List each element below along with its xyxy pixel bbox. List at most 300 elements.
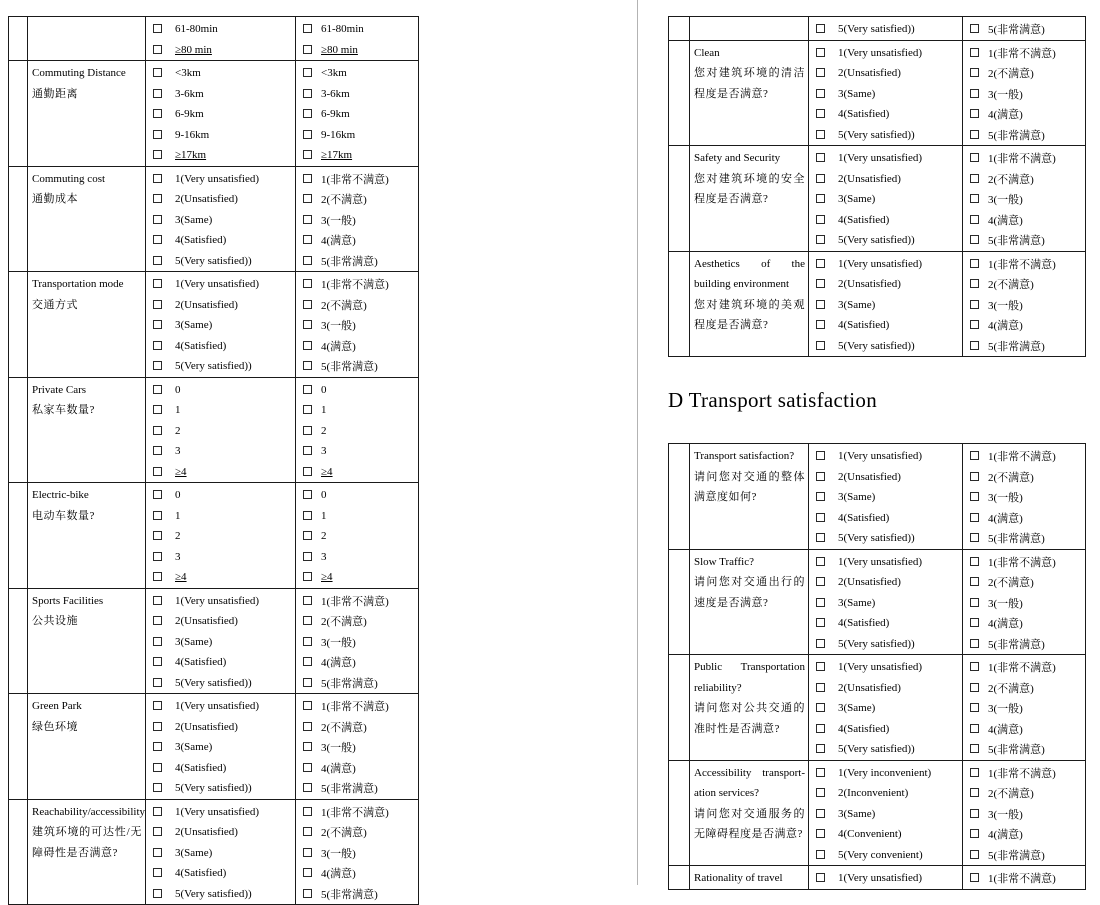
checkbox-icon bbox=[816, 829, 825, 838]
checkbox-icon bbox=[303, 279, 312, 288]
checkbox-icon bbox=[303, 68, 312, 77]
option-row bbox=[963, 43, 1085, 64]
option-label: 5(非常满意) bbox=[988, 741, 1045, 757]
option-row bbox=[296, 462, 418, 483]
row-index-cell bbox=[9, 167, 28, 272]
option-label: 1(非常不满意) bbox=[321, 276, 389, 292]
option-row bbox=[963, 148, 1085, 169]
option-label: 1(Very unsatisfied) bbox=[838, 556, 922, 568]
checkbox-icon bbox=[970, 724, 979, 733]
option-label: 1(非常不满意) bbox=[321, 698, 389, 714]
option-row bbox=[146, 652, 295, 673]
option-row bbox=[146, 567, 295, 588]
options-cell-chinese bbox=[963, 444, 1086, 549]
option-label: 2(不满意) bbox=[321, 719, 367, 735]
option-label: 3(一般) bbox=[321, 212, 356, 228]
checkbox-icon bbox=[153, 150, 162, 159]
checkbox-icon bbox=[970, 557, 979, 566]
checkbox-icon bbox=[153, 848, 162, 857]
option-row bbox=[963, 274, 1085, 295]
row-index-cell bbox=[669, 146, 690, 251]
checkbox-icon bbox=[816, 492, 825, 501]
option-label: 3(Same) bbox=[175, 636, 212, 648]
option-row bbox=[809, 446, 962, 467]
row-index-cell bbox=[669, 41, 690, 146]
option-label: 2(Unsatisfied) bbox=[838, 576, 901, 588]
option-row bbox=[963, 698, 1085, 719]
option-label: 1(Very unsatisfied) bbox=[175, 806, 259, 818]
options-cell-chinese bbox=[963, 41, 1086, 146]
option-row bbox=[146, 336, 295, 357]
checkbox-icon bbox=[303, 868, 312, 877]
checkbox-icon bbox=[970, 109, 979, 118]
options-cell-chinese bbox=[296, 589, 419, 694]
option-row bbox=[146, 526, 295, 547]
checkbox-icon bbox=[970, 788, 979, 797]
option-label: 1(非常不满意) bbox=[988, 659, 1056, 675]
option-row bbox=[809, 763, 962, 784]
checkbox-icon bbox=[970, 809, 979, 818]
table-row bbox=[669, 41, 1086, 147]
checkbox-icon bbox=[970, 492, 979, 501]
option-label: 3 bbox=[321, 445, 327, 457]
checkbox-icon bbox=[816, 48, 825, 57]
option-row bbox=[146, 737, 295, 758]
options-cell-chinese bbox=[296, 61, 419, 166]
option-label: 5(Very satisfied)) bbox=[838, 234, 915, 246]
checkbox-icon bbox=[153, 722, 162, 731]
option-row bbox=[146, 778, 295, 799]
option-label: 4(满意) bbox=[988, 212, 1023, 228]
option-row bbox=[146, 400, 295, 421]
row-index-cell bbox=[9, 694, 28, 799]
option-label: 3(一般) bbox=[988, 191, 1023, 207]
option-row bbox=[963, 295, 1085, 316]
transport-satisfaction-table bbox=[668, 443, 1086, 890]
row-label-en: Public Transportation reliability? bbox=[694, 657, 805, 698]
checkbox-icon bbox=[303, 174, 312, 183]
option-row bbox=[809, 84, 962, 105]
option-row bbox=[296, 356, 418, 377]
checkbox-icon bbox=[153, 531, 162, 540]
option-label: 2(Unsatisfied) bbox=[838, 67, 901, 79]
checkbox-icon bbox=[970, 873, 979, 882]
option-row bbox=[963, 230, 1085, 251]
option-row bbox=[963, 783, 1085, 804]
option-row bbox=[296, 63, 418, 84]
checkbox-icon bbox=[153, 701, 162, 710]
option-row bbox=[296, 611, 418, 632]
checkbox-icon bbox=[970, 259, 979, 268]
row-label-cell bbox=[690, 146, 809, 251]
option-label: 5(非常满意) bbox=[321, 886, 378, 902]
row-label-cell bbox=[28, 61, 146, 166]
option-row bbox=[296, 485, 418, 506]
option-label: 6-9km bbox=[321, 108, 350, 120]
option-row bbox=[809, 148, 962, 169]
option-label: 2 bbox=[175, 530, 181, 542]
option-row bbox=[146, 547, 295, 568]
options-cell-english bbox=[146, 61, 296, 166]
option-row bbox=[809, 43, 962, 64]
row-label-en: Electric-bike bbox=[32, 485, 142, 506]
options-cell-english bbox=[146, 378, 296, 483]
option-label: 5(非常满意) bbox=[321, 675, 378, 691]
option-label: 1(Very unsatisfied) bbox=[175, 173, 259, 185]
option-label: 4(满意) bbox=[988, 615, 1023, 631]
options-cell-chinese bbox=[296, 483, 419, 588]
option-row bbox=[146, 884, 295, 905]
options-cell-chinese bbox=[963, 655, 1086, 760]
option-label: 4(满意) bbox=[321, 760, 356, 776]
page-divider bbox=[637, 0, 638, 885]
option-label: 3(Same) bbox=[175, 319, 212, 331]
checkbox-icon bbox=[970, 744, 979, 753]
option-row bbox=[146, 145, 295, 166]
row-label-zh: 您对建筑环境的美观程度是否满意? bbox=[694, 295, 805, 336]
table-row bbox=[669, 866, 1086, 890]
option-row bbox=[146, 315, 295, 336]
option-row bbox=[809, 295, 962, 316]
checkbox-icon bbox=[816, 557, 825, 566]
options-cell-english bbox=[809, 444, 963, 549]
row-label-en: Commuting Distance bbox=[32, 63, 142, 84]
row-label-en: Private Cars bbox=[32, 380, 142, 401]
checkbox-icon bbox=[970, 577, 979, 586]
option-row bbox=[296, 547, 418, 568]
option-row bbox=[809, 824, 962, 845]
checkbox-icon bbox=[153, 235, 162, 244]
option-label: 4(Satisfied) bbox=[175, 867, 226, 879]
options-cell-english bbox=[809, 146, 963, 251]
row-label-zh: 电动车数量? bbox=[32, 506, 142, 527]
option-row bbox=[146, 802, 295, 823]
option-row bbox=[809, 508, 962, 529]
options-cell-english bbox=[809, 17, 963, 40]
option-row bbox=[963, 508, 1085, 529]
options-cell-english bbox=[146, 167, 296, 272]
option-label: 2(Unsatisfied) bbox=[838, 173, 901, 185]
checkbox-icon bbox=[153, 361, 162, 370]
row-label-cell bbox=[28, 800, 146, 905]
options-cell-chinese bbox=[963, 252, 1086, 357]
option-label: 9-16km bbox=[321, 129, 355, 141]
page-left bbox=[8, 16, 419, 905]
checkbox-icon bbox=[816, 279, 825, 288]
option-label: 3(一般) bbox=[321, 634, 356, 650]
option-label: 4(Satisfied) bbox=[175, 234, 226, 246]
option-label: 5(非常满意) bbox=[988, 530, 1045, 546]
option-label: 3(Same) bbox=[175, 741, 212, 753]
checkbox-icon bbox=[153, 385, 162, 394]
row-label-cell bbox=[28, 167, 146, 272]
option-row bbox=[963, 446, 1085, 467]
option-row bbox=[146, 673, 295, 694]
checkbox-icon bbox=[303, 889, 312, 898]
checkbox-icon bbox=[303, 511, 312, 520]
option-label: 1(Very unsatisfied) bbox=[838, 258, 922, 270]
option-label: 5(Very satisfied)) bbox=[838, 638, 915, 650]
checkbox-icon bbox=[303, 320, 312, 329]
row-label-cell bbox=[690, 444, 809, 549]
checkbox-icon bbox=[970, 235, 979, 244]
row-label-en: Rationality of travel bbox=[694, 868, 805, 889]
option-row bbox=[146, 19, 295, 40]
option-row bbox=[809, 63, 962, 84]
option-row bbox=[296, 822, 418, 843]
option-label: 1(非常不满意) bbox=[988, 256, 1056, 272]
checkbox-icon bbox=[970, 320, 979, 329]
row-index-cell bbox=[669, 550, 690, 655]
checkbox-icon bbox=[153, 446, 162, 455]
options-cell-english bbox=[146, 17, 296, 60]
checkbox-icon bbox=[816, 89, 825, 98]
row-label-cell bbox=[28, 483, 146, 588]
option-label: ≥80 min bbox=[175, 44, 212, 56]
option-row bbox=[963, 868, 1085, 889]
option-row bbox=[296, 758, 418, 779]
option-row bbox=[146, 295, 295, 316]
option-row bbox=[296, 863, 418, 884]
option-row bbox=[296, 84, 418, 105]
option-row bbox=[296, 400, 418, 421]
option-label: 3(一般) bbox=[988, 806, 1023, 822]
option-row bbox=[809, 210, 962, 231]
options-cell-chinese bbox=[963, 17, 1086, 40]
commuting-questionnaire-table bbox=[8, 16, 419, 905]
checkbox-icon bbox=[303, 361, 312, 370]
option-row bbox=[296, 421, 418, 442]
checkbox-icon bbox=[153, 279, 162, 288]
option-label: 3(Same) bbox=[838, 808, 875, 820]
option-row bbox=[963, 634, 1085, 655]
option-row bbox=[809, 657, 962, 678]
checkbox-icon bbox=[970, 89, 979, 98]
checkbox-icon bbox=[816, 259, 825, 268]
option-label: 1(非常不满意) bbox=[988, 448, 1056, 464]
option-label: 3(一般) bbox=[988, 297, 1023, 313]
option-row bbox=[809, 634, 962, 655]
option-label: 2 bbox=[175, 425, 181, 437]
checkbox-icon bbox=[816, 724, 825, 733]
option-row bbox=[296, 40, 418, 61]
checkbox-icon bbox=[153, 678, 162, 687]
option-label: 2(Unsatisfied) bbox=[838, 682, 901, 694]
option-row bbox=[146, 611, 295, 632]
option-label: 3(一般) bbox=[988, 595, 1023, 611]
row-label-zh: 私家车数量? bbox=[32, 400, 142, 421]
option-label: 2(不满意) bbox=[321, 824, 367, 840]
option-row bbox=[963, 719, 1085, 740]
checkbox-icon bbox=[970, 130, 979, 139]
option-row bbox=[296, 336, 418, 357]
checkbox-icon bbox=[303, 596, 312, 605]
option-row bbox=[296, 189, 418, 210]
option-label: 2(Unsatisfied) bbox=[175, 193, 238, 205]
option-label: <3km bbox=[321, 67, 347, 79]
checkbox-icon bbox=[153, 552, 162, 561]
option-label: 1(Very unsatisfied) bbox=[838, 152, 922, 164]
checkbox-icon bbox=[970, 768, 979, 777]
option-label: 5(非常满意) bbox=[321, 358, 378, 374]
option-row bbox=[809, 678, 962, 699]
option-label: 4(Satisfied) bbox=[175, 340, 226, 352]
option-row bbox=[296, 380, 418, 401]
checkbox-icon bbox=[303, 446, 312, 455]
row-label-en: Reachability/accessibility bbox=[32, 802, 142, 823]
option-row bbox=[146, 591, 295, 612]
options-cell-chinese bbox=[296, 694, 419, 799]
option-label: 5(Very satisfied)) bbox=[838, 743, 915, 755]
option-label: 5(非常满意) bbox=[988, 127, 1045, 143]
checkbox-icon bbox=[303, 678, 312, 687]
option-label: 4(满意) bbox=[988, 106, 1023, 122]
option-label: 4(Satisfied) bbox=[838, 512, 889, 524]
checkbox-icon bbox=[153, 300, 162, 309]
checkbox-icon bbox=[153, 320, 162, 329]
option-row bbox=[963, 467, 1085, 488]
option-row bbox=[146, 696, 295, 717]
checkbox-icon bbox=[303, 807, 312, 816]
checkbox-icon bbox=[153, 572, 162, 581]
checkbox-icon bbox=[970, 279, 979, 288]
checkbox-icon bbox=[303, 426, 312, 435]
option-row bbox=[296, 591, 418, 612]
checkbox-icon bbox=[970, 341, 979, 350]
option-row bbox=[296, 778, 418, 799]
option-label: 0 bbox=[321, 489, 327, 501]
option-row bbox=[296, 717, 418, 738]
option-label: 2(不满意) bbox=[988, 469, 1034, 485]
option-row bbox=[809, 868, 962, 889]
table-row bbox=[669, 550, 1086, 656]
option-row bbox=[809, 230, 962, 251]
checkbox-icon bbox=[153, 174, 162, 183]
option-row bbox=[296, 526, 418, 547]
row-label-cell bbox=[690, 655, 809, 760]
checkbox-icon bbox=[303, 490, 312, 499]
option-label: 5(非常满意) bbox=[988, 232, 1045, 248]
row-label-en: Sports Facilities bbox=[32, 591, 142, 612]
row-index-cell bbox=[669, 444, 690, 549]
checkbox-icon bbox=[970, 662, 979, 671]
row-label-cell bbox=[28, 272, 146, 377]
option-label: ≥4 bbox=[175, 466, 187, 478]
row-index-cell bbox=[9, 800, 28, 905]
checkbox-icon bbox=[816, 873, 825, 882]
option-label: 4(满意) bbox=[321, 338, 356, 354]
option-label: 4(Satisfied) bbox=[838, 214, 889, 226]
row-label-cell bbox=[28, 694, 146, 799]
row-label-zh: 绿色环境 bbox=[32, 717, 142, 738]
option-label: 3(Same) bbox=[838, 597, 875, 609]
option-label: 3(Same) bbox=[838, 299, 875, 311]
row-label-cell bbox=[690, 550, 809, 655]
option-row bbox=[296, 274, 418, 295]
option-row bbox=[963, 804, 1085, 825]
option-label: 2(Inconvenient) bbox=[838, 787, 908, 799]
options-cell-chinese bbox=[296, 167, 419, 272]
checkbox-icon bbox=[153, 763, 162, 772]
row-label-zh: 您对建筑环境的清洁程度是否满意? bbox=[694, 63, 805, 104]
table-row bbox=[669, 444, 1086, 550]
checkbox-icon bbox=[153, 24, 162, 33]
option-row bbox=[809, 739, 962, 760]
table-row bbox=[669, 655, 1086, 761]
option-row bbox=[296, 884, 418, 905]
row-label-en: Transport satisfaction? bbox=[694, 446, 805, 467]
checkbox-icon bbox=[816, 215, 825, 224]
option-label: 5(Very satisfied)) bbox=[838, 532, 915, 544]
option-label: 5(Very satisfied)) bbox=[175, 677, 252, 689]
checkbox-icon bbox=[153, 616, 162, 625]
checkbox-icon bbox=[816, 153, 825, 162]
option-row bbox=[963, 657, 1085, 678]
option-label: 5(Very satisfied)) bbox=[838, 23, 915, 35]
option-label: ≥4 bbox=[321, 466, 333, 478]
checkbox-icon bbox=[153, 405, 162, 414]
option-label: 3 bbox=[175, 551, 181, 563]
option-label: 2(不满意) bbox=[988, 171, 1034, 187]
option-label: 4(满意) bbox=[321, 232, 356, 248]
option-row bbox=[146, 485, 295, 506]
option-row bbox=[296, 802, 418, 823]
row-index-cell bbox=[9, 272, 28, 377]
row-index-cell bbox=[9, 589, 28, 694]
checkbox-icon bbox=[970, 850, 979, 859]
option-row bbox=[809, 845, 962, 866]
row-index-cell bbox=[9, 17, 28, 60]
option-label: ≥80 min bbox=[321, 44, 358, 56]
option-row bbox=[296, 441, 418, 462]
checkbox-icon bbox=[153, 256, 162, 265]
option-label: 4(Satisfied) bbox=[838, 319, 889, 331]
option-row bbox=[146, 84, 295, 105]
options-cell-chinese bbox=[296, 17, 419, 60]
option-row bbox=[963, 528, 1085, 549]
option-label: 1(Very unsatisfied) bbox=[838, 661, 922, 673]
option-row bbox=[963, 739, 1085, 760]
option-row bbox=[146, 169, 295, 190]
option-label: 61-80min bbox=[321, 23, 364, 35]
options-cell-english bbox=[146, 589, 296, 694]
building-satisfaction-table bbox=[668, 16, 1086, 357]
options-cell-english bbox=[809, 550, 963, 655]
checkbox-icon bbox=[303, 531, 312, 540]
options-cell-english bbox=[809, 655, 963, 760]
section-heading: D Transport satisfaction bbox=[668, 387, 1086, 413]
checkbox-icon bbox=[303, 722, 312, 731]
options-cell-english bbox=[809, 252, 963, 357]
table-row bbox=[9, 378, 419, 484]
option-row bbox=[296, 251, 418, 272]
option-label: 4(满意) bbox=[321, 654, 356, 670]
options-cell-chinese bbox=[296, 800, 419, 905]
option-label: 1(Very unsatisfied) bbox=[838, 450, 922, 462]
option-label: ≥17km bbox=[321, 149, 352, 161]
checkbox-icon bbox=[153, 109, 162, 118]
option-row bbox=[146, 210, 295, 231]
row-label-zh: 您对建筑环境的安全程度是否满意? bbox=[694, 169, 805, 210]
option-label: 1(Very unsatisfied) bbox=[838, 47, 922, 59]
option-row bbox=[963, 336, 1085, 357]
table-row bbox=[9, 17, 419, 61]
checkbox-icon bbox=[816, 683, 825, 692]
option-row bbox=[296, 169, 418, 190]
checkbox-icon bbox=[816, 68, 825, 77]
option-row bbox=[809, 552, 962, 573]
row-label-zh: 通勤成本 bbox=[32, 189, 142, 210]
